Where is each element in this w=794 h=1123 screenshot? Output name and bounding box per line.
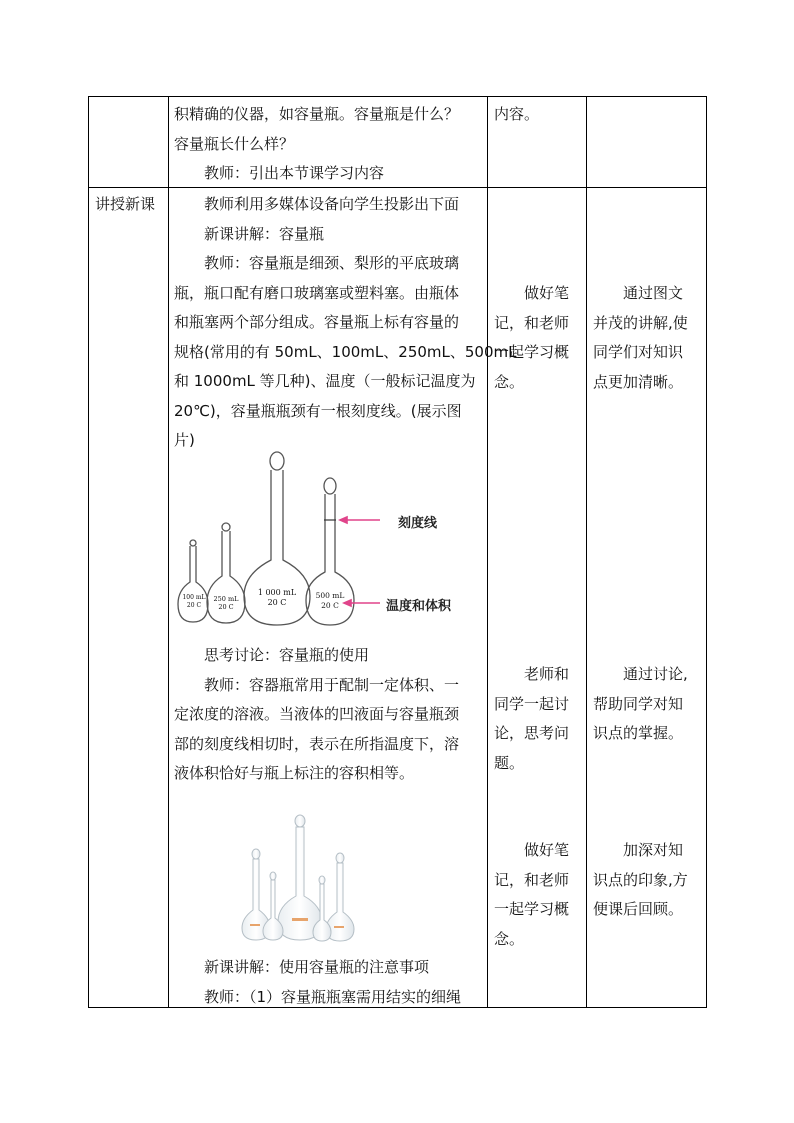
- text-line: 教师：容量瓶是细颈、梨形的平底玻璃: [174, 254, 460, 272]
- text-line: 记，和老师: [494, 313, 570, 332]
- text-line: 定浓度的溶液。当液体的凹液面与容量瓶颈: [174, 705, 460, 723]
- text-line: 记，和老师: [494, 870, 570, 889]
- row1-content: [174, 100, 459, 189]
- text-line: 同学们对知识: [593, 343, 684, 361]
- text-line: 新课讲解：使用容量瓶的注意事项: [174, 958, 430, 976]
- row1-student-activity: [494, 100, 539, 130]
- flask-label-250: 250 mL 20 C: [213, 595, 239, 611]
- lesson-plan-table: [88, 96, 707, 1008]
- text-line: 同学一起讨: [494, 694, 570, 713]
- text-line: 教师：容器瓶常用于配制一定体积、一: [174, 675, 460, 694]
- flask-label-500: 500 mL 20 C: [315, 591, 345, 610]
- text-line: 思考讨论：容量瓶的使用: [174, 646, 370, 664]
- table-border-right: [706, 96, 707, 1008]
- table-border-left: [88, 96, 89, 1008]
- text-line: 做好笔: [494, 284, 570, 302]
- text-line: 通过图文: [593, 284, 684, 302]
- text-line: 便课后回顾。: [593, 900, 684, 918]
- text-line: 加深对知: [593, 841, 684, 859]
- text-line: 和 1000mL 等几种)、温度（一般标记温度为: [174, 372, 476, 390]
- text-line: 液体积恰好与瓶上标注的容积相等。: [174, 764, 415, 782]
- flask-label-1000: 1 000 mL 20 C: [257, 588, 297, 607]
- text-line: 瓶，瓶口配有磨口玻璃塞或塑料塞。由瓶体: [174, 283, 460, 302]
- text-line: 新课讲解：容量瓶: [174, 224, 325, 243]
- text-line: 通过讨论,: [593, 665, 688, 683]
- column-divider-1: [168, 96, 169, 1008]
- student-activity-3: [494, 836, 569, 954]
- text-line: 部的刻度线相切时，表示在所指温度下，溶: [174, 734, 460, 753]
- table-border-top: [88, 96, 707, 97]
- row2-content-top: [174, 190, 516, 456]
- text-line: 并茂的讲解,使: [593, 313, 688, 332]
- text-line: 内容。: [494, 105, 540, 123]
- text-line: 帮助同学对知: [593, 694, 684, 713]
- text-line: 题。: [494, 753, 525, 772]
- text-line: 做好笔: [494, 841, 570, 859]
- column-divider-3: [586, 96, 587, 1008]
- flask-label-100: 100 mL 20 C: [182, 594, 206, 609]
- row2-content-discussion: [174, 641, 459, 789]
- text-line: 教师：（1）容量瓶瓶塞需用结实的细绳: [174, 987, 462, 1006]
- flask-photo: [238, 814, 378, 949]
- text-line: 20℃)，容量瓶瓶颈有一根刻度线。(展示图: [174, 401, 462, 420]
- text-line: 和瓶塞两个部分组成。容量瓶上标有容量的: [174, 313, 460, 331]
- student-activity-2: [494, 660, 569, 778]
- student-activity-1: [494, 279, 569, 397]
- design-intent-1: [593, 279, 688, 397]
- text-line: 规格(常用的有 50mL、100mL、250mL、500mL: [174, 342, 517, 361]
- text-line: 一起学习概: [494, 343, 570, 361]
- design-intent-3: [593, 836, 688, 925]
- text-line: 容量瓶长什么样？: [174, 134, 295, 153]
- volumetric-flask-diagram: [174, 450, 484, 628]
- text-line: 积精确的仪器，如容量瓶。容量瓶是什么？: [174, 105, 460, 123]
- text-line: 识点的印象,方: [593, 870, 688, 889]
- text-line: 老师和: [494, 665, 570, 683]
- text-line: 片): [174, 431, 195, 449]
- text-line: 论，思考问: [494, 724, 570, 742]
- text-line: 教师：引出本节课学习内容: [174, 164, 385, 182]
- design-intent-2: [593, 660, 688, 749]
- row2-content-notes: [174, 953, 461, 1012]
- text-line: 一起学习概: [494, 900, 570, 918]
- annotation-graduation-line: 刻度线: [398, 516, 438, 531]
- flask-photo-svg: [238, 814, 378, 949]
- text-line: 点更加清晰。: [593, 372, 684, 391]
- text-line: 教师利用多媒体设备向学生投影出下面: [174, 195, 460, 213]
- stage-label: 讲授新课: [95, 195, 156, 213]
- annotation-temperature-volume: 温度和体积: [386, 599, 452, 614]
- text-line: 念。: [494, 372, 525, 391]
- text-line: 识点的掌握。: [593, 724, 684, 742]
- text-line: 念。: [494, 929, 525, 948]
